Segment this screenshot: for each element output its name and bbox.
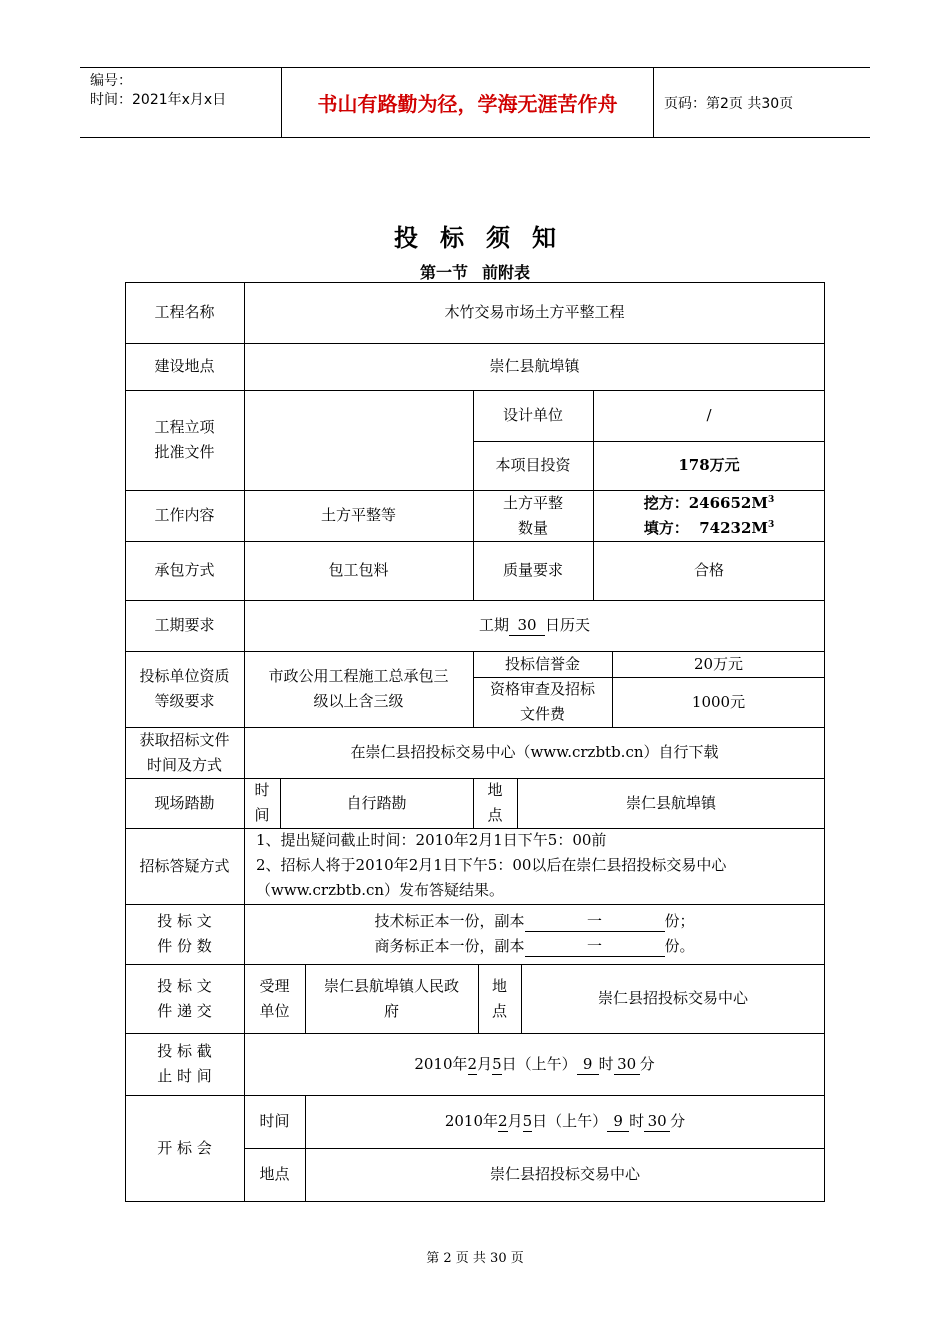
opening-place-label: 地点 (259, 1165, 290, 1183)
time-label: 时间：2021年x月x日 (90, 92, 227, 108)
investment-value: 178万元 (678, 456, 740, 474)
fee-value: 1000元 (691, 692, 746, 711)
opening-place-value: 崇仁县招投标交易中心 (489, 1165, 640, 1183)
deposit-label: 投标信誉金 (504, 654, 580, 673)
survey-place-label: 地 点 (487, 781, 503, 824)
deposit-value: 20万元 (693, 654, 744, 673)
design-unit-label: 设计单位 (502, 406, 563, 424)
work-content-label: 工作内容 (154, 506, 215, 524)
period-label: 工期要求 (154, 616, 215, 634)
receiver-label: 受理 单位 (259, 976, 290, 1020)
page-footer: 第 2 页 共 30 页 (426, 1251, 524, 1266)
page-header (80, 67, 870, 138)
receiver-value: 崇仁县航埠镇人民政 府 (323, 976, 459, 1020)
contract-label: 承包方式 (154, 561, 215, 579)
obtain-label: 获取招标文件 时间及方式 (139, 730, 230, 774)
quality-value: 合格 (693, 561, 724, 579)
copies-label: 投 标 文 件 份 数 (157, 912, 212, 955)
site-label: 建设地点 (154, 357, 215, 375)
deadline-label: 投 标 截 止 时 间 (157, 1042, 212, 1085)
survey-place-value: 崇仁县航埠镇 (625, 793, 716, 812)
site-value: 崇仁县航埠镇 (489, 357, 580, 375)
earthwork-quantity-label: 土方平整 数量 (502, 493, 563, 537)
obtain-value: 在崇仁县招投标交易中心（www.crzbtb.cn）自行下载 (350, 743, 719, 761)
project-name-label: 工程名称 (154, 303, 215, 321)
design-unit-value: / (706, 406, 712, 424)
submit-place-value: 崇仁县招投标交易中心 (597, 989, 748, 1007)
qualification-value: 市政公用工程施工总承包三 级以上含三级 (268, 667, 449, 710)
survey-label: 现场踏勘 (154, 793, 215, 812)
contract-value: 包工包料 (328, 561, 389, 579)
opening-label: 开 标 会 (157, 1138, 212, 1157)
period-value: 工期 30 日历天 (478, 616, 591, 634)
survey-time-value: 自行踏勘 (346, 793, 407, 812)
quality-label: 质量要求 (502, 561, 563, 579)
project-name: 木竹交易市场土方平整工程 (444, 303, 625, 321)
number-label: 编号： (90, 73, 132, 89)
document-title: 投标须知 (394, 223, 578, 252)
approval-label: 工程立项 批准文件 (154, 418, 215, 461)
fill-volume: 填方： $74232M^3$ (643, 518, 775, 537)
work-content-value: 土方平整等 (320, 506, 396, 524)
front-appendix-table (125, 282, 825, 1202)
submit-place-label: 地 点 (491, 976, 507, 1020)
fee-label: 资格审查及招标 文件费 (489, 680, 595, 723)
submit-label: 投 标 文 件 递 交 (157, 976, 212, 1020)
header-motto: 书山有路勤为径，学海无涯苦作舟 (281, 68, 654, 137)
opening-time-value: 2010年 2 月 5 日（上午） 9 时 30 分 (444, 1112, 686, 1130)
copies-biz: 商务标正本一份，副本 一 份。 (374, 937, 695, 955)
cut-volume: 挖方：$246652M^3$ (643, 493, 775, 512)
qualification-label: 投标单位资质 等级要求 (139, 667, 230, 710)
qa-label: 招标答疑方式 (139, 856, 230, 875)
section-title: 第一节 前附表 (419, 263, 531, 282)
survey-time-label: 时 间 (254, 781, 270, 824)
header-page-label: 页码：第2页 共30页 (664, 95, 794, 112)
qa-value: 1、提出疑问截止时间：2010年2月1日下午5：00前 2、招标人将于2010年2月1日下午5：00以后在崇仁县招投标交易中心 （www.crzbtb.cn）发布答疑结果。 (256, 831, 727, 899)
copies-tech: 技术标正本一份，副本 一 份； (374, 912, 695, 930)
deadline-value: 2010年 2 月 5 日（上午） 9 时 30 分 (414, 1054, 655, 1073)
investment-label: 本项目投资 (495, 456, 571, 474)
opening-time-label: 时间 (259, 1112, 290, 1130)
copies-value (244, 904, 825, 964)
earthwork-quantity-value (593, 490, 825, 541)
header-meta (80, 68, 281, 137)
